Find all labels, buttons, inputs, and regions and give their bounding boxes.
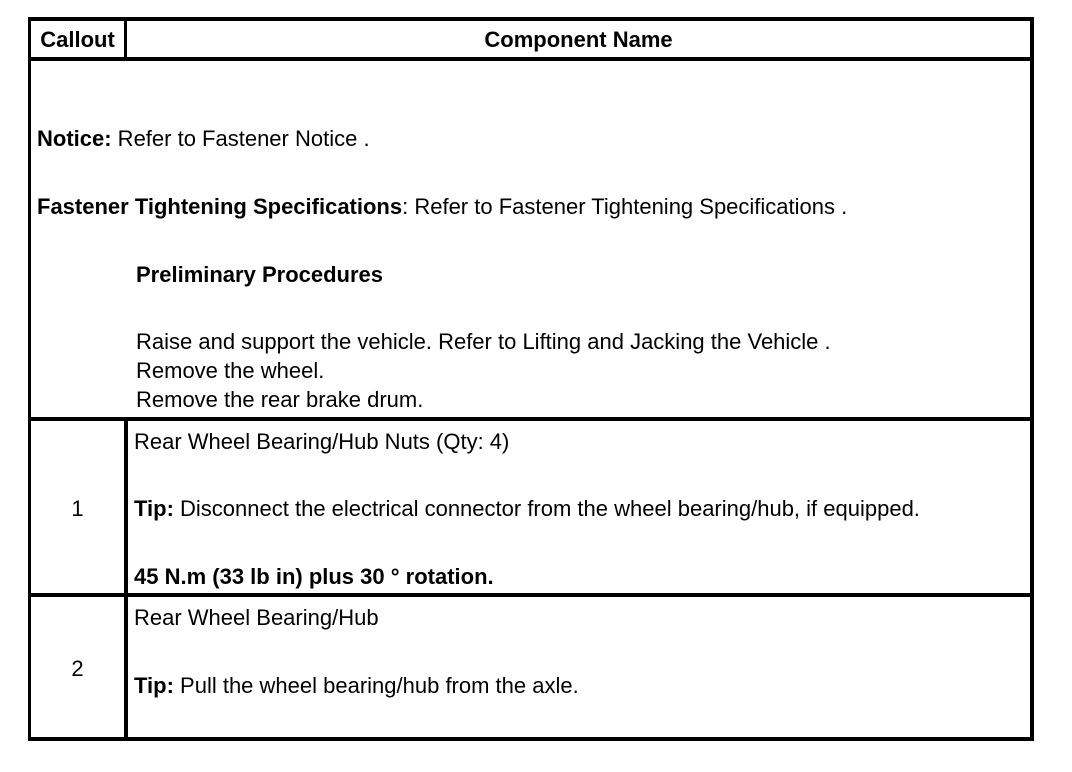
row-tip [134,673,579,699]
header-callout: Callout [40,27,115,52]
row-component-name: Rear Wheel Bearing/Hub Nuts (Qty: 4) [134,429,510,454]
table-border-left [28,17,31,741]
preliminary-procedures-title: Preliminary Procedures [136,262,384,287]
notice-line [37,126,370,152]
header-divider [28,57,1034,61]
row-tip [134,496,920,522]
preliminary-step: Remove the wheel. [136,358,325,383]
fastener-spec-label: Fastener Tightening Specifications [37,194,403,219]
notice-label: Notice: [37,126,112,151]
row-callout: 2 [71,656,84,681]
header-component-name: Component Name [484,27,673,52]
table-border-top [28,17,1034,21]
procedure-table [28,17,1034,741]
table-border-bottom [28,737,1034,741]
tip-label: Tip: [134,496,174,521]
preliminary-step: Raise and support the vehicle. Refer to Lifting and Jacking the Vehicle . [136,329,831,354]
row-callout: 1 [71,496,84,521]
notice-text: Refer to Fastener Notice . [111,126,370,151]
tip-text: Disconnect the electrical connector from the wheel bearing/hub, if equipped. [173,496,920,521]
torque-spec: 45 N.m (33 lb in) plus 30 ° rotation. [134,564,494,589]
fastener-spec-text: : Refer to Fastener Tightening Specifications . [402,194,848,219]
table-border-right [1030,17,1034,741]
preliminary-step: Remove the rear brake drum. [136,387,424,412]
row-divider [28,593,1034,597]
tip-label: Tip: [134,673,174,698]
fastener-spec-line [37,194,847,220]
intro-divider [28,417,1034,421]
tip-text: Pull the wheel bearing/hub from the axle. [173,673,579,698]
row-component-name: Rear Wheel Bearing/Hub [134,605,379,630]
body-column-divider [124,417,128,741]
